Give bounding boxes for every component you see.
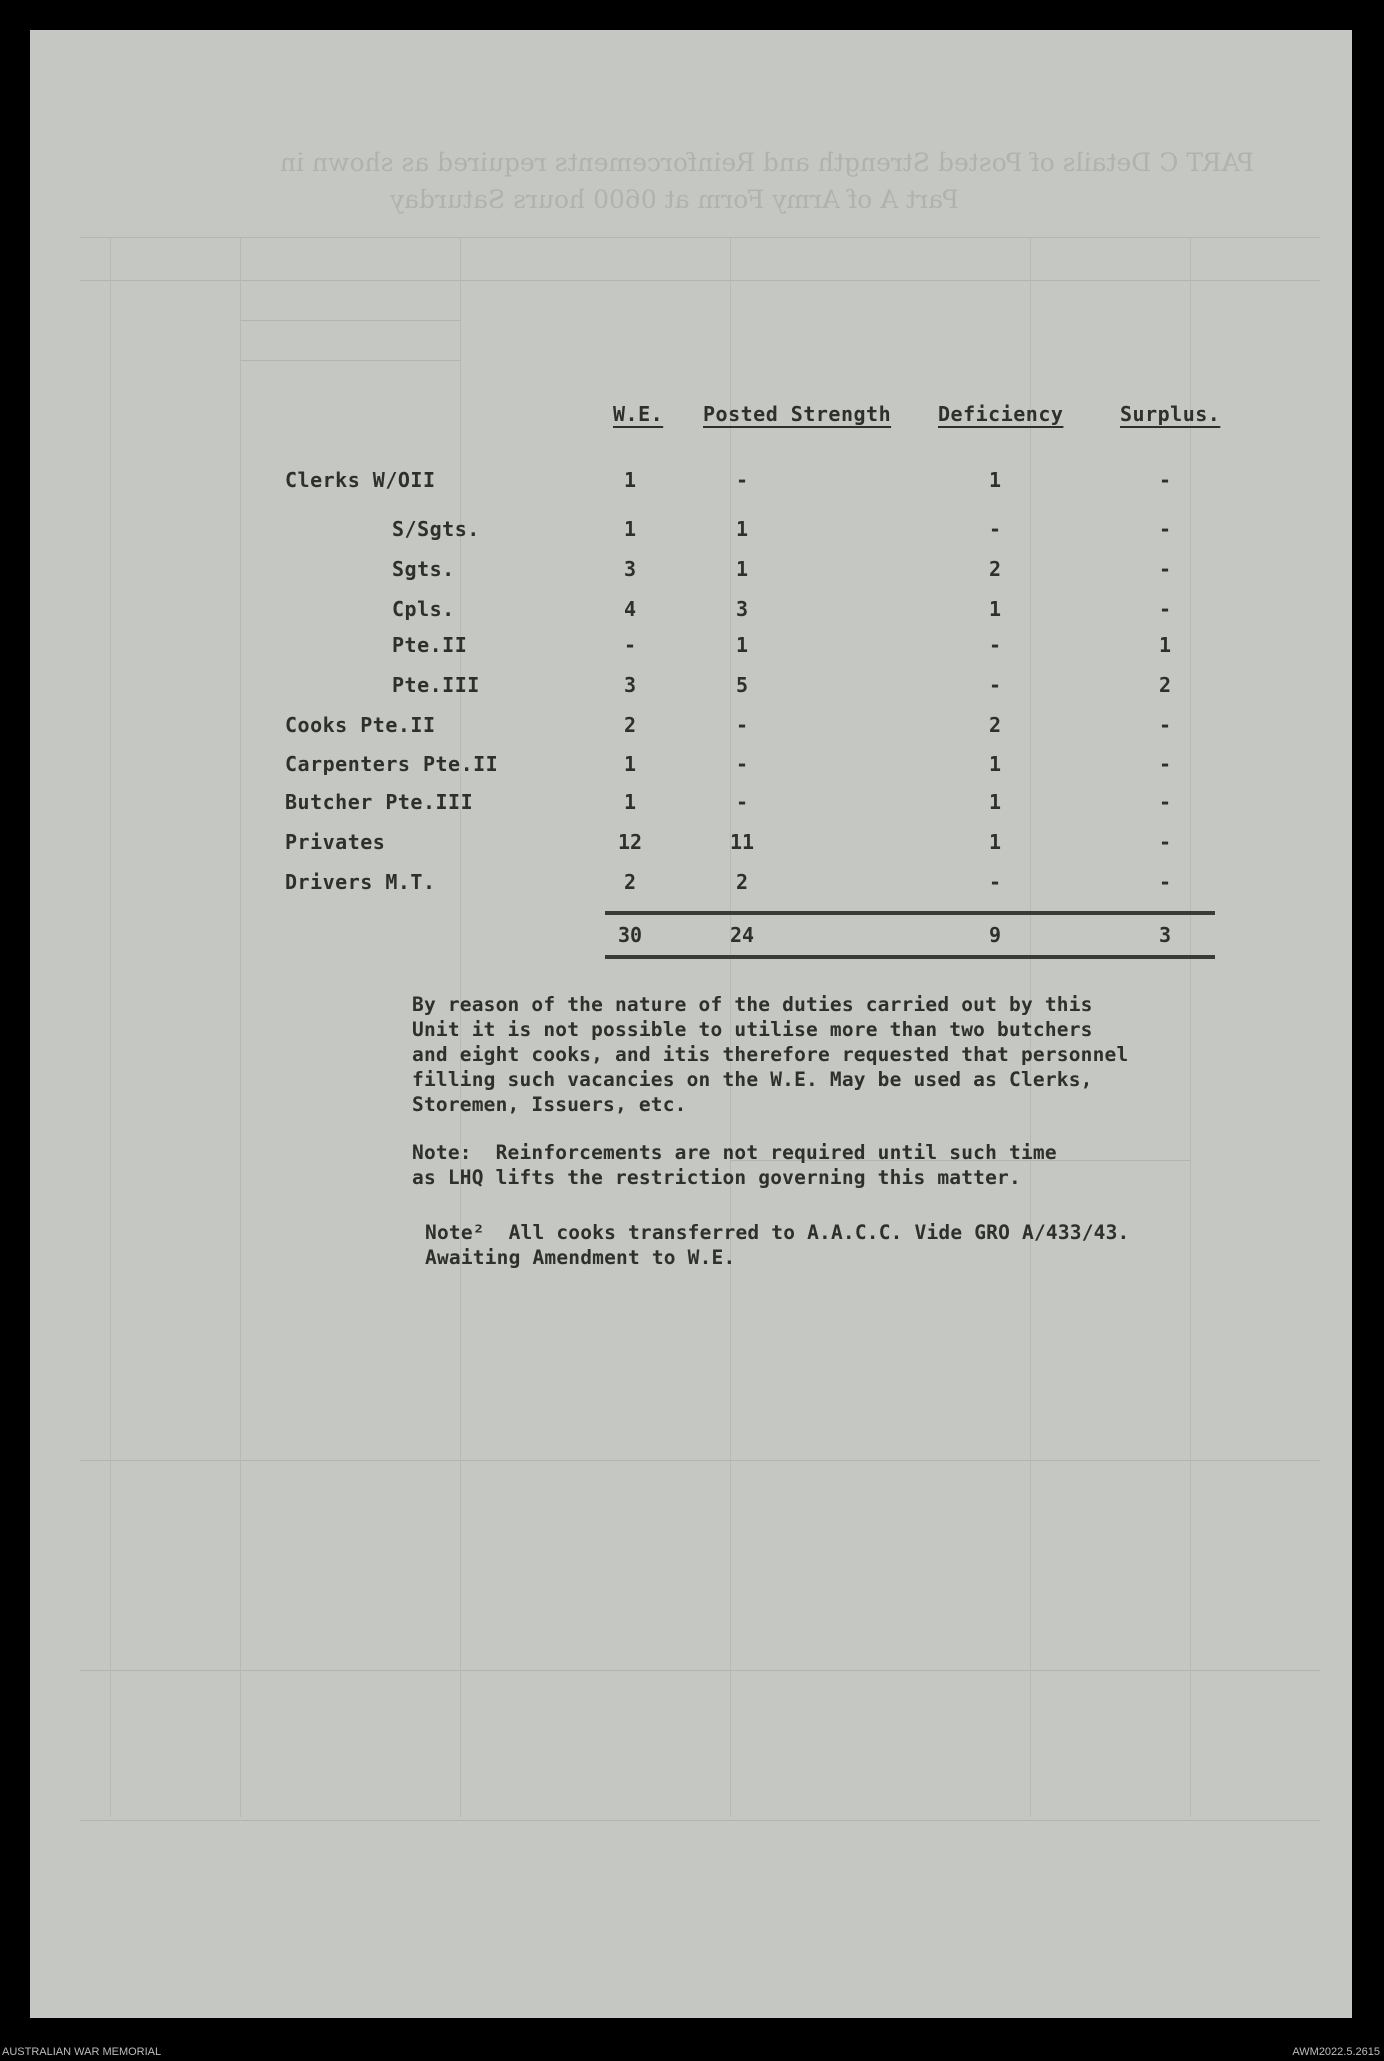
row-label-butcher: Butcher Pte.III: [285, 790, 474, 814]
total-deficiency: 9: [988, 923, 1002, 947]
cell-posted: 11: [729, 830, 755, 854]
cell-surplus: -: [1158, 752, 1172, 776]
row-label-cpls: Cpls.: [392, 597, 455, 621]
cell-surplus: 2: [1158, 673, 1172, 697]
cell-surplus: -: [1158, 468, 1172, 492]
header-we: W.E.: [613, 402, 664, 426]
background-form-heading-2: Part A of Army Form at 0600 hours Saturday: [390, 185, 959, 214]
cell-deficiency: -: [988, 517, 1002, 541]
row-label-pte-ii: Pte.II: [392, 633, 468, 657]
cell-we: -: [623, 633, 637, 657]
cell-deficiency: 2: [988, 557, 1002, 581]
cell-deficiency: 1: [988, 790, 1002, 814]
cell-posted: 2: [735, 870, 749, 894]
cell-posted: 5: [735, 673, 749, 697]
cell-surplus: -: [1158, 597, 1172, 621]
cell-surplus: -: [1158, 713, 1172, 737]
explanatory-paragraph: By reason of the nature of the duties carried out by this Unit it is not possible to utilise more than two butchers and eight cooks, and itis therefore requested that personnel filling such vacancies on the W.E. May be used as Clerks, Storemen, Issuers, etc.: [412, 993, 1129, 1116]
document-page: [30, 30, 1352, 2018]
totals-top-rule: [605, 911, 1215, 915]
header-surplus: Surplus.: [1120, 402, 1221, 426]
row-label-privates: Privates: [285, 830, 386, 854]
cell-deficiency: 2: [988, 713, 1002, 737]
row-label-carpenters: Carpenters Pte.II: [285, 752, 499, 776]
cell-deficiency: 1: [988, 597, 1002, 621]
cell-surplus: -: [1158, 870, 1172, 894]
header-posted-strength: Posted Strength: [703, 402, 892, 426]
row-label-cooks: Cooks Pte.II: [285, 713, 436, 737]
cell-we: 1: [623, 517, 637, 541]
cell-we: 3: [623, 557, 637, 581]
total-posted: 24: [729, 923, 755, 947]
header-deficiency: Deficiency: [938, 402, 1064, 426]
cell-deficiency: 1: [988, 830, 1002, 854]
cell-deficiency: -: [988, 870, 1002, 894]
cell-we: 2: [623, 870, 637, 894]
row-label-clerks-woii: Clerks W/OII: [285, 468, 436, 492]
cell-deficiency: 1: [988, 752, 1002, 776]
cell-posted: -: [735, 713, 749, 737]
cell-we: 1: [623, 790, 637, 814]
cell-posted: 1: [735, 633, 749, 657]
cell-posted: -: [735, 468, 749, 492]
cell-deficiency: -: [988, 673, 1002, 697]
cell-posted: 1: [735, 517, 749, 541]
note-cooks-transferred: Note² All cooks transferred to A.A.C.C. Vide GRO A/433/43. Awaiting Amendment to W.E.: [425, 1221, 1130, 1269]
cell-surplus: 1: [1158, 633, 1172, 657]
cell-posted: -: [735, 790, 749, 814]
total-we: 30: [617, 923, 643, 947]
row-label-sgts: Sgts.: [392, 557, 455, 581]
cell-we: 2: [623, 713, 637, 737]
note-reinforcements: Note: Reinforcements are not required until such time as LHQ lifts the restriction governing this matter.: [412, 1141, 1057, 1189]
totals-bottom-rule: [605, 955, 1215, 959]
footer-right: AWM2022.5.2615: [1292, 2046, 1380, 2058]
cell-surplus: -: [1158, 790, 1172, 814]
row-label-ssgts: S/Sgts.: [392, 517, 480, 541]
cell-posted: -: [735, 752, 749, 776]
cell-we: 3: [623, 673, 637, 697]
footer-left: AUSTRALIAN WAR MEMORIAL: [2, 2046, 162, 2058]
cell-posted: 1: [735, 557, 749, 581]
cell-surplus: -: [1158, 557, 1172, 581]
cell-posted: 3: [735, 597, 749, 621]
row-label-drivers: Drivers M.T.: [285, 870, 436, 894]
cell-deficiency: -: [988, 633, 1002, 657]
cell-surplus: -: [1158, 830, 1172, 854]
row-label-pte-iii: Pte.III: [392, 673, 480, 697]
total-surplus: 3: [1158, 923, 1172, 947]
cell-we: 12: [617, 830, 643, 854]
cell-we: 1: [623, 468, 637, 492]
cell-we: 4: [623, 597, 637, 621]
background-form-heading-1: PART C Details of Posted Strength and Reinforcements required as shown in: [280, 148, 1254, 177]
cell-we: 1: [623, 752, 637, 776]
cell-deficiency: 1: [988, 468, 1002, 492]
cell-surplus: -: [1158, 517, 1172, 541]
